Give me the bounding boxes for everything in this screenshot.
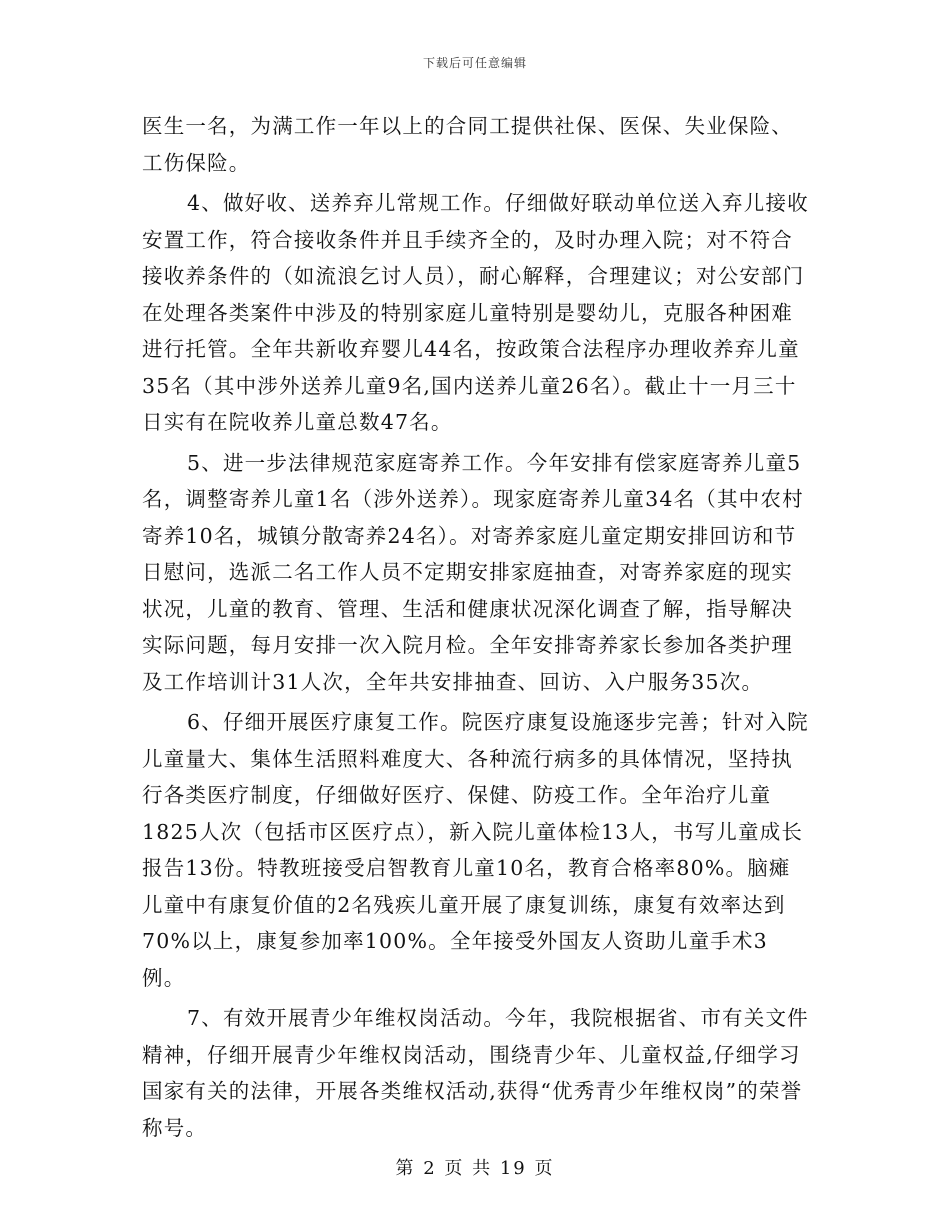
paragraph-item-4: 4、做好收、送养弃儿常规工作。仔细做好联动单位送入弃儿接收安置工作，符合接收条件并且手续齐全的，及时办理入院；对不符合接收养条件的（如流浪乞讨人员），耐心解释，合理建议；对公安部门在处理各类案件中涉及的特别家庭儿童特别是婴幼儿，克服各种困难进行托管。全年共新收弃婴儿44名，按政策合法程序办理收养弃儿童35名（其中涉外送养儿童9名,国内送养儿童26名）。截止十一月三十日实有在院收养儿童总数47名。 bbox=[142, 191, 809, 434]
page-header: 下载后可任意编辑 bbox=[422, 56, 527, 70]
paragraph-item-6: 6、仔细开展医疗康复工作。院医疗康复设施逐步完善；针对入院儿童量大、集体生活照料难度大、各种流行病多的具体情况，坚持执行各类医疗制度，仔细做好医疗、保健、防疫工作。全年治疗儿童1825人次（包括市区医疗点），新入院儿童体检13人，书写儿童成长报告13份。特教班接受启智教育儿童10名，教育合格率80%。脑瘫儿童中有康复价值的2名残疾儿童开展了康复训练，康复有效率达到70%以上，康复参加率100%。全年接受外国友人资助儿童手术3 例。 bbox=[142, 710, 809, 990]
paragraph-item-7: 7、有效开展青少年维权岗活动。今年，我院根据省、市有关文件精神，仔细开展青少年维权岗活动，围绕青少年、儿童权益,仔细学习国家有关的法律，开展各类维权活动,获得“优秀青少年维权岗”的荣誉称号。 bbox=[142, 1006, 809, 1140]
document-body bbox=[142, 108, 810, 1150]
paragraph-continuation: 医生一名，为满工作一年以上的合同工提供社保、医保、失业保险、工伤保险。 bbox=[142, 114, 793, 175]
paragraph-item-5: 5、进一步法律规范家庭寄养工作。今年安排有偿家庭寄养儿童5名，调整寄养儿童1名（涉外送养）。现家庭寄养儿童34名（其中农村寄养10名，城镇分散寄养24名）。对寄养家庭儿童定期安排回访和节日慰问，选派二名工作人员不定期安排家庭抽查，对寄养家庭的现实状况，儿童的教育、管理、生活和健康状况深化调查了解，指导解决实际问题，每月安排一次入院月检。全年安排寄养家长参加各类护理及工作培训计31人次，全年共安排抽查、回访、入户服务35次。 bbox=[142, 450, 804, 694]
page-number-footer: 第 2 页 共 19 页 bbox=[395, 1158, 555, 1179]
